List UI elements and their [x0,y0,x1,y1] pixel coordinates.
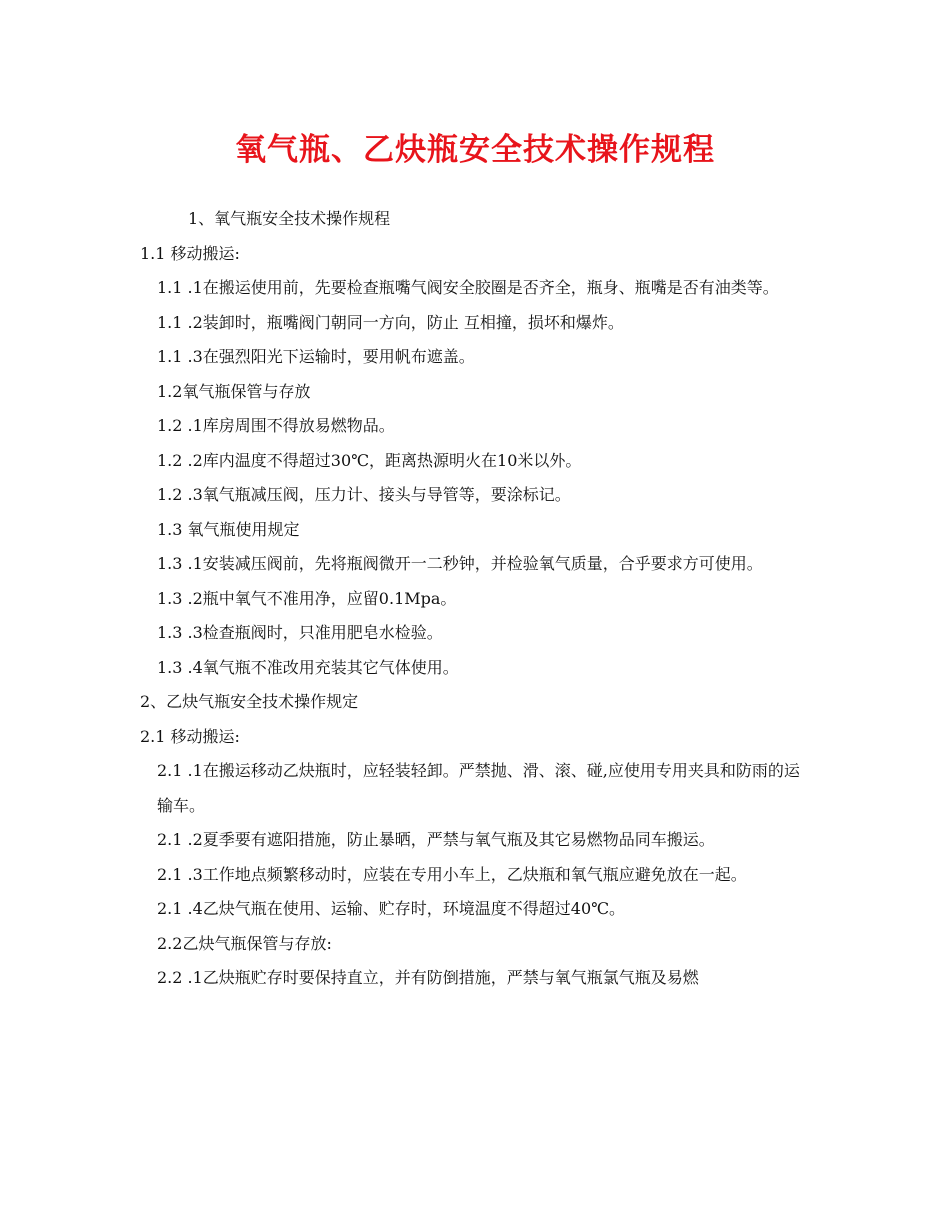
paragraph: 1、氧气瓶安全技术操作规程 [188,209,391,228]
paragraph: 2.1 .2夏季要有遮阳措施，防止暴晒，严禁与氧气瓶及其它易燃物品同车搬运。 [157,830,715,849]
paragraph: 1.1 .1在搬运使用前，先要检查瓶嘴气阀安全胶圈是否齐全，瓶身、瓶嘴是否有油类等。 [157,278,779,297]
paragraph: 1.3 .1安装减压阀前，先将瓶阀微开一二秒钟，并检验氧气质量，合乎要求方可使用。 [157,554,763,573]
paragraph: 2.1 .3工作地点频繁移动时，应装在专用小车上，乙炔瓶和氧气瓶应避免放在一起。 [157,864,747,884]
document-body [140,202,812,996]
paragraph: 2.1 .1在搬运移动乙炔瓶时，应轻装轻卸。严禁抛、滑、滚、碰,应使用专用夹具和防雨的运输车。 [157,761,800,815]
paragraph: 1.3 氧气瓶使用规定 [157,519,300,539]
paragraph: 1.1 .2装卸时，瓶嘴阀门朝同一方向，防止 互相撞，损坏和爆炸。 [157,312,624,332]
paragraph: 1.2 .1库房周围不得放易燃物品。 [157,416,395,435]
paragraph: 1.2 .2库内温度不得超过30℃，距离热源明火在10米以外。 [157,450,582,470]
paragraph: 1.2 .3氧气瓶减压阀，压力计、接头与导管等，要涂标记。 [157,485,571,504]
paragraph: 1.3 .4氧气瓶不准改用充装其它气体使用。 [157,657,459,677]
document-title: 氧气瓶、乙炔瓶安全技术操作规程 [235,132,715,168]
paragraph: 1.1 .3在强烈阳光下运输时，要用帆布遮盖。 [157,347,475,366]
paragraph: 2.1 移动搬运: [140,726,240,746]
paragraph: 1.2氧气瓶保管与存放 [157,381,311,401]
paragraph: 2、乙炔气瓶安全技术操作规定 [140,692,359,711]
paragraph: 2.1 .4乙炔气瓶在使用、运输、贮存时，环境温度不得超过40℃。 [157,899,626,918]
paragraph: 1.3 .2瓶中氧气不准用净，应留0.1Mpa。 [157,588,457,608]
paragraph: 2.2乙炔气瓶保管与存放: [157,933,332,953]
paragraph: 1.1 移动搬运: [140,243,240,263]
paragraph: 1.3 .3检查瓶阀时，只准用肥皂水检验。 [157,623,443,642]
paragraph: 2.2 .1乙炔瓶贮存时要保持直立，并有防倒措施，严禁与氧气瓶氯气瓶及易燃 [157,968,699,987]
